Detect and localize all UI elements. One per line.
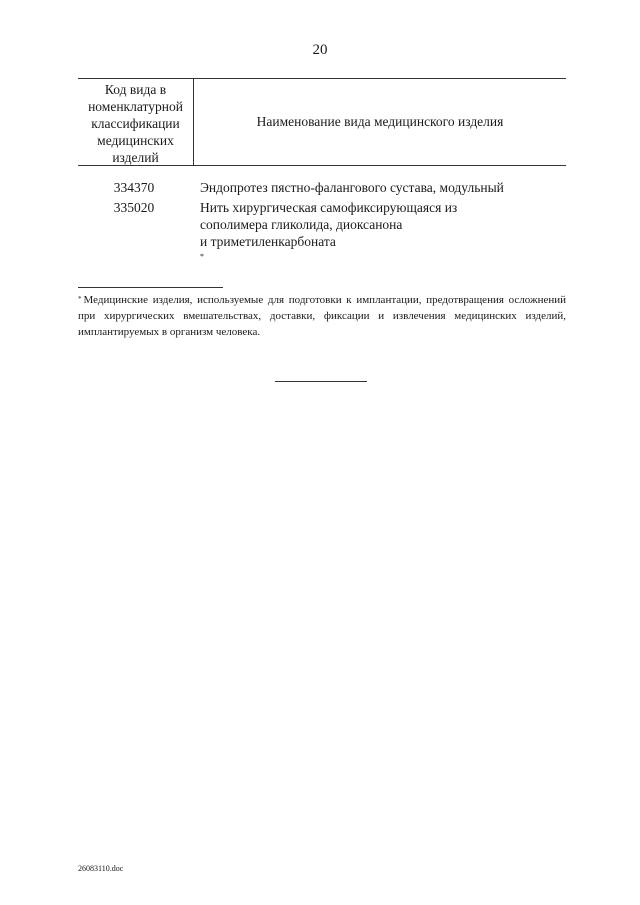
table-row	[78, 199, 566, 267]
medical-devices-table	[78, 78, 566, 270]
row-name-line	[200, 233, 566, 267]
row-name-line: сополимера гликолида, диоксанона	[200, 217, 403, 232]
row-name	[194, 179, 566, 196]
header-code-line: изделий	[112, 150, 159, 165]
footnote	[78, 292, 566, 340]
header-code-line: классификации	[91, 116, 180, 131]
header-name-column: Наименование вида медицинского изделия	[256, 114, 504, 129]
footnote-mark: *	[78, 295, 82, 303]
footnote-divider	[78, 287, 223, 288]
table-row	[78, 179, 566, 196]
row-name-text: и триметиленкарбоната	[200, 234, 336, 249]
header-code-line: медицинских	[97, 133, 174, 148]
row-name	[194, 199, 566, 267]
table-header	[78, 78, 566, 166]
row-code: 335020	[113, 200, 155, 215]
header-code-line: номенклатурной	[88, 99, 183, 114]
header-code-column	[78, 79, 194, 165]
end-of-document-rule	[275, 381, 367, 382]
table-body	[78, 179, 566, 267]
footnote-text: Медицинские изделия, используемые для подготовки к имплантации, предотвращения осложнений при хирургических вмешательствах, доставки, фиксации и извлечения медицинских изделий, имплантируемых в организм человека.	[78, 294, 566, 338]
header-code-line: Код вида в	[104, 82, 167, 97]
footnote-reference: *	[200, 252, 204, 261]
row-code: 334370	[113, 180, 155, 195]
row-name-line: Эндопротез пястно-фалангового сустава, модульный	[200, 180, 504, 195]
row-name-line: Нить хирургическая самофиксирующаяся из	[200, 200, 458, 215]
file-id: 26083110.doc	[78, 864, 124, 873]
page-number: 20	[312, 42, 328, 58]
